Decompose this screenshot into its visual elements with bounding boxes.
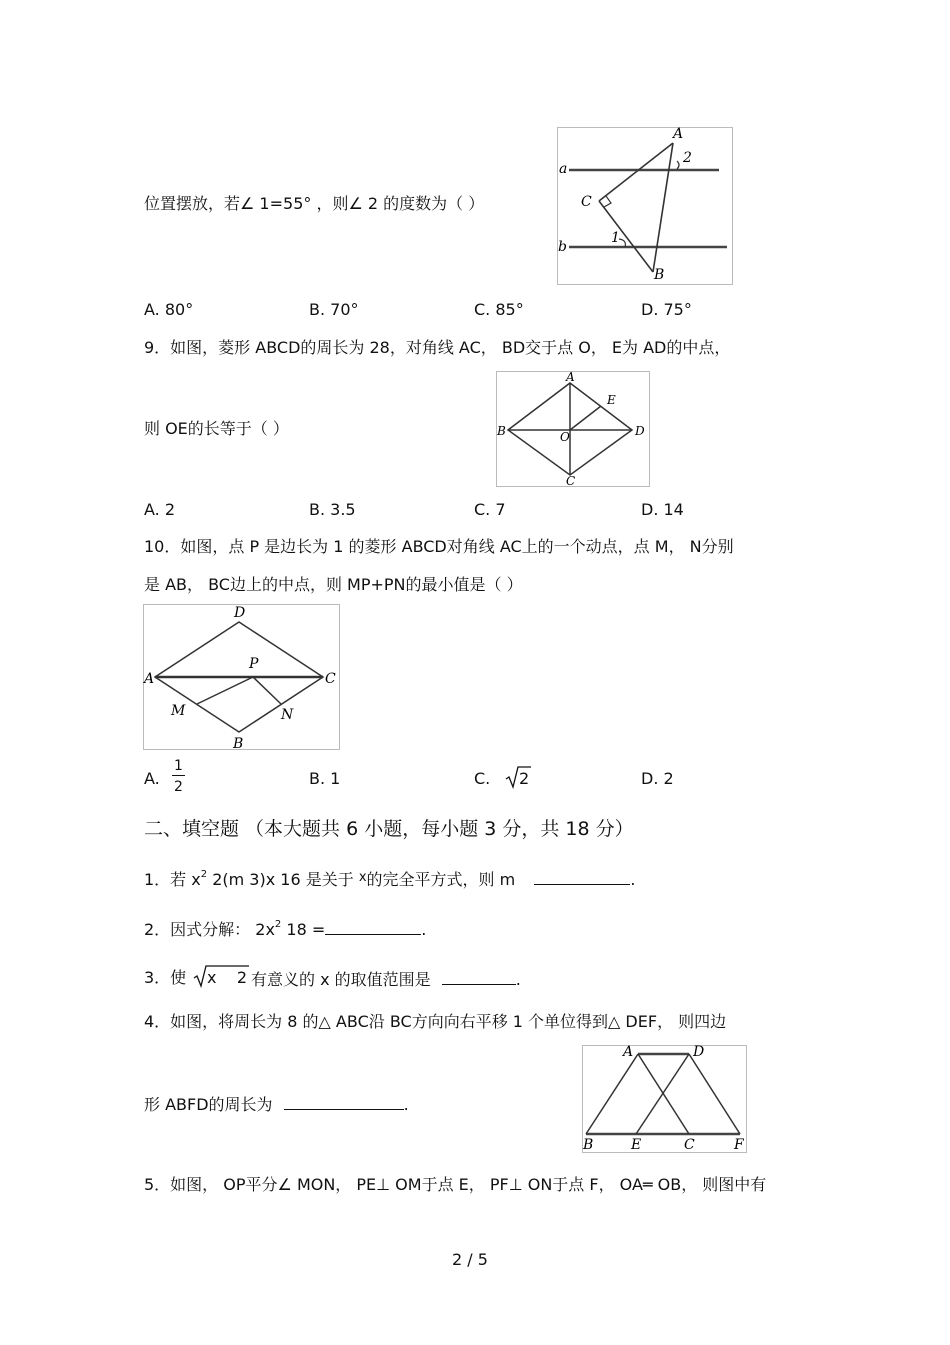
- q9-fig-label-D: D: [635, 424, 645, 438]
- q8-fig-label-a: a: [559, 161, 568, 177]
- q9-fig-label-A: A: [566, 371, 575, 384]
- fill-q3-blank[interactable]: [442, 970, 516, 985]
- q9-fig-label-B: B: [497, 424, 506, 438]
- q9-fig-label-E: E: [607, 393, 616, 407]
- q10-fig-label-C: C: [325, 671, 336, 687]
- fill-q4-fig-label-B: B: [583, 1137, 594, 1153]
- fill-q5-line1: 5．如图， OP平分∠ MON， PE⊥ OM于点 E， PF⊥ ON于点 F， OA═ OB， 则图中有: [144, 1175, 767, 1194]
- q10-option-c-prefix: C.: [474, 769, 491, 788]
- q10-option-a-prefix: A.: [144, 769, 160, 788]
- fill-q3-rest: [251, 970, 521, 988]
- fill-q1-end: .: [630, 870, 636, 889]
- q10-option-b: B. 1: [309, 769, 341, 788]
- fraction-denominator: 2: [174, 779, 183, 795]
- fill-q3-sqrt: [193, 964, 249, 988]
- fill-q4-line2: [144, 1095, 409, 1113]
- fill-q4-fig-label-F: F: [734, 1137, 744, 1153]
- fill-q2-prefix: 2．因式分解： 2x: [144, 920, 275, 939]
- q8-fig-label-1: 1: [611, 230, 620, 246]
- fill-q4-blank[interactable]: [284, 1095, 404, 1110]
- fill-q3-end: .: [515, 970, 521, 989]
- page-number: 2 / 5: [452, 1250, 488, 1269]
- q10-line2: 是 AB， BC边上的中点，则 MP+PN的最小值是（ ）: [144, 575, 523, 594]
- q8-fig-label-A: A: [673, 127, 684, 142]
- fill-q4-fig-label-A: A: [623, 1045, 634, 1060]
- q8-option-c: C. 85°: [474, 300, 524, 319]
- q8-option-d: D. 75°: [641, 300, 692, 319]
- q9-option-b: B. 3.5: [309, 500, 356, 519]
- q10-line1: 10．如图，点 P 是边长为 1 的菱形 ABCD对角线 AC上的一个动点，点 M， N分别: [144, 537, 734, 556]
- q9-line2: 则 OE的长等于（ ）: [144, 419, 289, 438]
- fill-q4-line2-text: 形 ABFD的周长为: [144, 1095, 273, 1114]
- q10-fig-label-A: A: [144, 671, 155, 687]
- fill-q2: [144, 920, 426, 938]
- fill-q1-exponent: 2: [200, 869, 208, 880]
- q10-fig-label-N: N: [281, 707, 294, 723]
- fill-q2-blank[interactable]: [325, 920, 421, 935]
- q8-fig-label-B: B: [654, 267, 665, 283]
- q8-text: 位置摆放，若∠ 1=55° ，则∠ 2 的度数为（ ）: [144, 194, 485, 213]
- q10-fig-label-P: P: [249, 656, 259, 672]
- q9-option-d: D. 14: [641, 500, 684, 519]
- fill-q4-fig-label-D: D: [693, 1045, 705, 1060]
- q8-fig-label-2: 2: [683, 150, 692, 166]
- fill-q1-mid: 2(m 3)x 16 是关于: [207, 870, 354, 889]
- q8-figure: [557, 127, 733, 285]
- fill-q3-tail: 有意义的 x 的取值范围是: [251, 970, 431, 989]
- fill-q2-tail: 18 =: [281, 920, 326, 939]
- q8-fig-label-b: b: [558, 239, 567, 255]
- q10-figure: [143, 604, 340, 750]
- fill-q1-tail: 的完全平方式，则 m: [366, 870, 516, 889]
- fill-q2-end: .: [421, 920, 427, 939]
- sqrt-radicand: 2: [519, 769, 530, 788]
- fill-q4-line1: 4．如图，将周长为 8 的△ ABC沿 BC方向向右平移 1 个单位得到△ DEF， 则四边: [144, 1012, 727, 1031]
- fill-q1: [144, 870, 635, 888]
- fill-q1-blank[interactable]: [534, 870, 630, 885]
- fill-q4-figure: [582, 1045, 747, 1153]
- q10-fig-label-M: M: [171, 703, 186, 719]
- sqrt-radicand: x 2: [207, 968, 247, 987]
- q9-figure: [496, 371, 650, 487]
- q8-fig-label-C: C: [581, 194, 592, 210]
- q10-option-a-fraction: [172, 759, 185, 794]
- fill-q4-end: .: [403, 1095, 409, 1114]
- q10-option-c-sqrt: [505, 765, 531, 789]
- q9-fig-label-O: O: [560, 430, 570, 444]
- q10-fig-label-D: D: [234, 605, 246, 621]
- fill-q3-prefix: 3．使: [144, 968, 187, 987]
- q10-option-d: D. 2: [641, 769, 674, 788]
- q8-option-b: B. 70°: [309, 300, 359, 319]
- section2-title: 二、填空题 （本大题共 6 小题，每小题 3 分，共 18 分）: [144, 818, 634, 840]
- q10-fig-label-B: B: [233, 736, 244, 750]
- fill-q1-var: x: [358, 870, 367, 885]
- fill-q4-fig-label-C: C: [684, 1137, 695, 1153]
- fill-q4-fig-label-E: E: [631, 1137, 642, 1153]
- fill-q2-exponent: 2: [274, 919, 282, 930]
- q9-option-c: C. 7: [474, 500, 506, 519]
- fill-q1-prefix: 1．若 x: [144, 870, 201, 889]
- fraction-numerator: 1: [174, 758, 183, 774]
- q9-fig-label-C: C: [566, 474, 576, 487]
- q8-option-a: A. 80°: [144, 300, 194, 319]
- q9-option-a: A. 2: [144, 500, 176, 519]
- q9-line1: 9．如图，菱形 ABCD的周长为 28，对角线 AC， BD交于点 O， E为 AD的中点，: [144, 338, 731, 357]
